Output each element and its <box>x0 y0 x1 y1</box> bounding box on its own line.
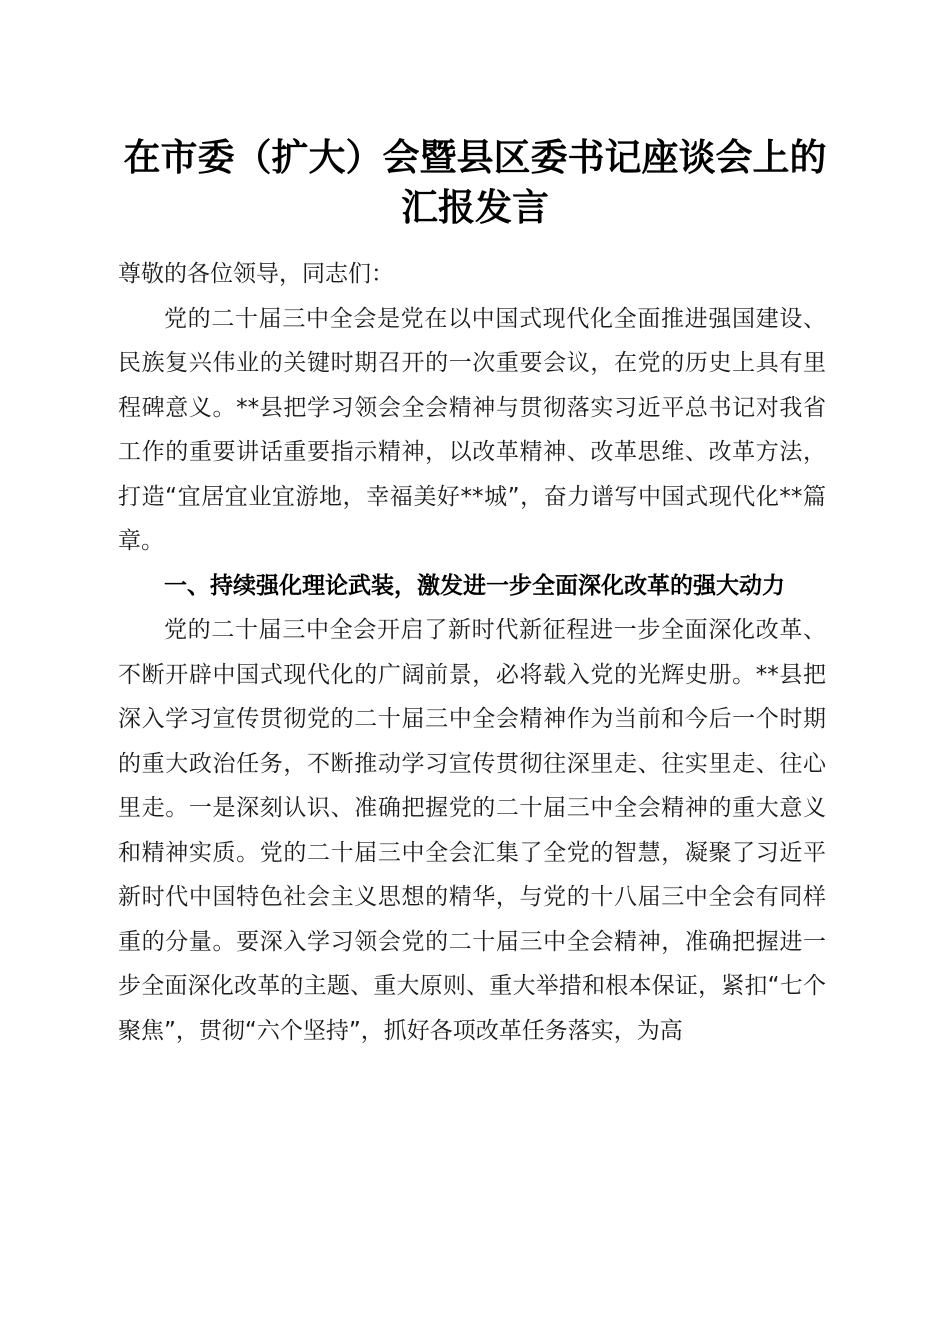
intro-paragraph: 党的二十届三中全会是党在以中国式现代化全面推进强国建设、民族复兴伟业的关键时期召开的一次重要会议，在党的历史上具有里程碑意义。**县把学习领会全会精神与贯彻落实习近平总书记对我省工作的重要讲话重要指示精神，以改革精神、改革思维、改革方法，打造“宜居宜业宜游地，幸福美好**城”，奋力谱写中国式现代化**篇章。 <box>118 305 826 554</box>
document-title: 在市委（扩大）会暨县区委书记座谈会上的汇报发言 <box>123 135 827 229</box>
document-body <box>118 252 826 1053</box>
salutation: 尊敬的各位领导，同志们： <box>118 261 394 287</box>
section-heading-1: 一、持续强化理论武装，激发进一步全面深化改革的强大动力 <box>164 572 785 599</box>
section-1-paragraph: 党的二十届三中全会开启了新时代新征程进一步全面深化改革、不断开辟中国式现代化的广阔前景，必将载入党的光辉史册。**县把深入学习宣传贯彻党的二十届三中全会精神作为当前和今后一个时期的重大政治任务，不断推动学习宣传贯彻往深里走、往实里走、往心里走。一是深刻认识、准确把握党的二十届三中全会精神的重大意义和精神实质。党的二十届三中全会汇集了全党的智慧，凝聚了习近平新时代中国特色社会主义思想的精华，与党的十八届三中全会有同样重的分量。要深入学习领会党的二十届三中全会精神，准确把握进一步全面深化改革的主题、重大原则、重大举措和根本保证，紧扣“七个聚焦”，贯彻“六个坚持”，抓好各项改革任务落实，为高 <box>118 617 826 1044</box>
